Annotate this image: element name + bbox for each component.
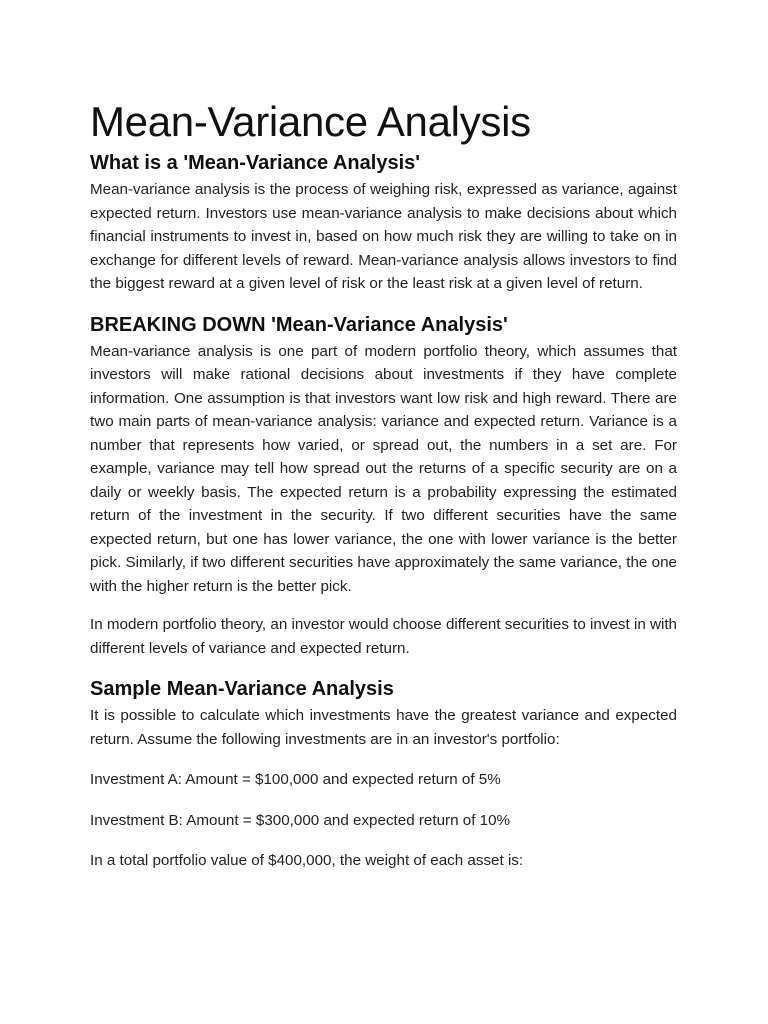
section-heading-what-is: What is a 'Mean-Variance Analysis'	[90, 152, 421, 174]
investment-b-line: Investment B: Amount = $300,000 and expected return of 10%	[90, 811, 511, 829]
section-paragraph: In modern portfolio theory, an investor would choose different securities to invest in with different levels of variance and expected return.	[90, 616, 677, 657]
section-paragraph: Mean-variance analysis is the process of weighing risk, expressed as variance, against expected return. Investors use mean-variance analysis to make decisions about which financial instruments to invest in, based on how much risk they are willing to take on in exchange for different levels of reward. Mean-variance analysis allows investors to find the biggest reward at a given level of risk or the least risk at a given level of return.	[90, 181, 677, 292]
section-heading-sample: Sample Mean-Variance Analysis	[90, 678, 394, 700]
section-paragraph: Mean-variance analysis is one part of modern portfolio theory, which assumes that investors will make rational decisions about investments if they have complete information. One assumption is that investors want low risk and high reward. There are two main parts of mean-variance analysis: variance and expected return. Variance is a number that represents how varied, or spread out, the numbers in a set are. For example, variance may tell how spread out the returns of a specific security are on a daily or weekly basis. The expected return is a probability expressing the estimated return of the investment in the security. If two different securities have the same expected return, but one has lower variance, the one with lower variance is the better pick. Similarly, if two different securities have approximately the same variance, the one with the higher return is the better pick.	[90, 342, 677, 595]
portfolio-weight-line: In a total portfolio value of $400,000, the weight of each asset is:	[90, 852, 524, 869]
document-title: Mean-Variance Analysis	[90, 98, 531, 145]
section-paragraph: It is possible to calculate which investments have the greatest variance and expected return. Assume the following investments are in an investor's portfolio:	[90, 707, 677, 748]
investment-a-line: Investment A: Amount = $100,000 and expected return of 5%	[90, 771, 501, 788]
section-heading-breaking-down: BREAKING DOWN 'Mean-Variance Analysis'	[90, 313, 508, 336]
document-page	[90, 96, 677, 873]
